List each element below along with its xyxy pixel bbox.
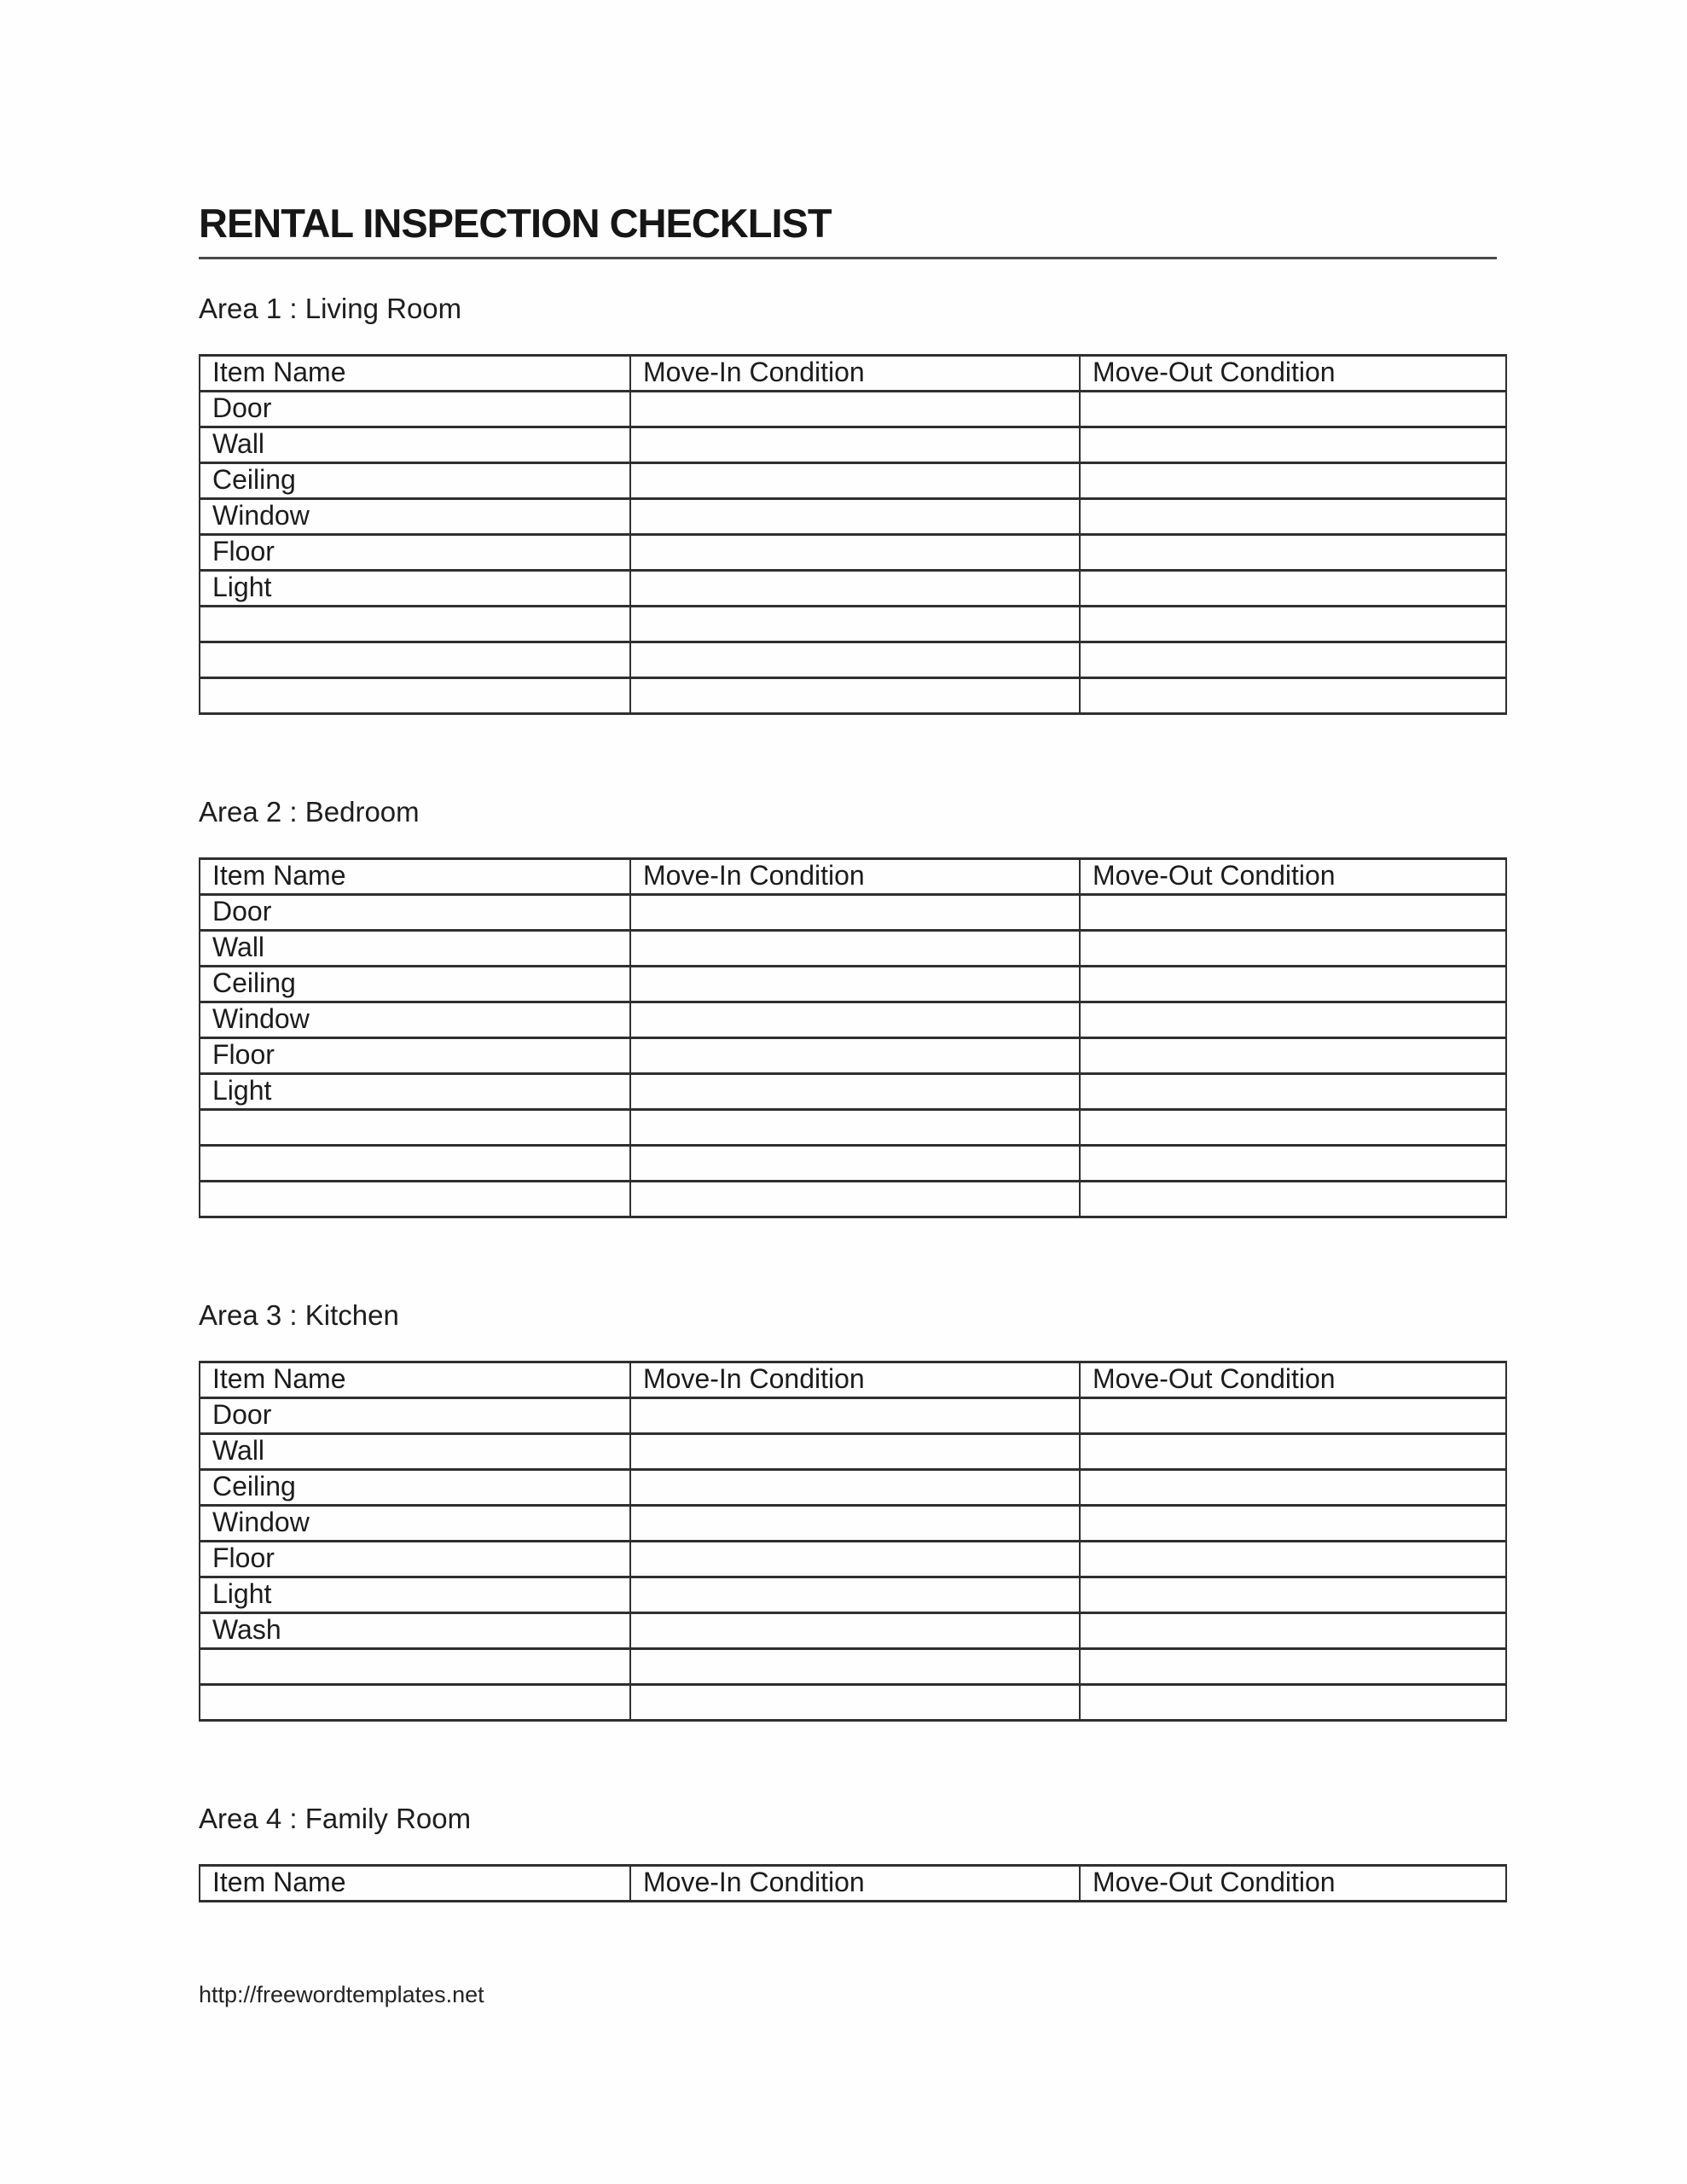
section-heading: Area 4 : Family Room (199, 1803, 472, 1834)
column-header-move-out-condition: Move-Out Condition (1080, 1362, 1506, 1398)
move-out-condition-cell (1080, 678, 1506, 714)
move-out-condition-cell (1080, 1470, 1506, 1506)
section-heading: Area 1 : Living Room (199, 293, 462, 324)
move-out-condition-cell (1080, 1542, 1506, 1577)
item-name-cell (200, 1649, 630, 1685)
inspection-table (199, 1361, 1507, 1722)
column-header-move-out-condition: Move-Out Condition (1080, 356, 1506, 392)
move-in-condition-cell (630, 967, 1080, 1002)
table-row-empty (200, 1182, 1506, 1217)
inspection-table (199, 354, 1507, 715)
column-header-item-name: Item Name (200, 859, 630, 895)
item-name-cell: Ceiling (200, 463, 630, 499)
move-out-condition-cell (1080, 1398, 1506, 1434)
move-out-condition-cell (1080, 1506, 1506, 1542)
table-row-empty (200, 1146, 1506, 1182)
move-out-condition-cell (1080, 1110, 1506, 1146)
move-in-condition-cell (630, 463, 1080, 499)
move-in-condition-cell (630, 1074, 1080, 1110)
move-out-condition-cell (1080, 967, 1506, 1002)
column-header-item-name: Item Name (200, 1362, 630, 1398)
move-out-condition-cell (1080, 642, 1506, 678)
item-name-cell (200, 642, 630, 678)
move-in-condition-cell (630, 642, 1080, 678)
table-row (200, 571, 1506, 607)
move-in-condition-cell (630, 499, 1080, 535)
move-in-condition-cell (630, 607, 1080, 642)
footer-url: http://freewordtemplates.net (199, 1982, 484, 2007)
sections-container (199, 294, 1510, 1902)
move-in-condition-cell (630, 1685, 1080, 1721)
table-row (200, 1434, 1506, 1470)
item-name-cell (200, 607, 630, 642)
move-in-condition-cell (630, 1182, 1080, 1217)
table-row (200, 1577, 1506, 1613)
move-out-condition-cell (1080, 1038, 1506, 1074)
table-row-empty (200, 1649, 1506, 1685)
table-row-empty (200, 607, 1506, 642)
item-name-cell: Light (200, 571, 630, 607)
move-out-condition-cell (1080, 499, 1506, 535)
item-name-cell (200, 1146, 630, 1182)
item-name-cell: Floor (200, 535, 630, 571)
move-in-condition-cell (630, 392, 1080, 427)
move-out-condition-cell (1080, 607, 1506, 642)
section-heading: Area 3 : Kitchen (199, 1299, 399, 1331)
move-in-condition-cell (630, 1470, 1080, 1506)
table-row (200, 427, 1506, 463)
table-row (200, 1002, 1506, 1038)
move-in-condition-cell (630, 1110, 1080, 1146)
item-name-cell: Ceiling (200, 967, 630, 1002)
item-name-cell: Window (200, 1506, 630, 1542)
move-in-condition-cell (630, 1649, 1080, 1685)
move-in-condition-cell (630, 1038, 1080, 1074)
column-header-move-in-condition: Move-In Condition (630, 356, 1080, 392)
column-header-move-in-condition: Move-In Condition (630, 1362, 1080, 1398)
table-row (200, 1038, 1506, 1074)
table-row (200, 1074, 1506, 1110)
item-name-cell: Floor (200, 1542, 630, 1577)
section-area-2-bedroom (199, 798, 1510, 1218)
item-name-cell (200, 1110, 630, 1146)
item-name-cell: Wall (200, 931, 630, 967)
section-area-4-family-room (199, 1804, 1510, 1902)
table-row (200, 499, 1506, 535)
move-out-condition-cell (1080, 571, 1506, 607)
item-name-cell: Floor (200, 1038, 630, 1074)
move-in-condition-cell (630, 1577, 1080, 1613)
move-out-condition-cell (1080, 427, 1506, 463)
move-in-condition-cell (630, 571, 1080, 607)
table-row (200, 895, 1506, 931)
move-in-condition-cell (630, 535, 1080, 571)
move-in-condition-cell (630, 678, 1080, 714)
move-out-condition-cell (1080, 895, 1506, 931)
move-out-condition-cell (1080, 463, 1506, 499)
item-name-cell: Window (200, 499, 630, 535)
section-area-1-living-room (199, 294, 1510, 715)
table-header-row (200, 1866, 1506, 1902)
table-row (200, 1542, 1506, 1577)
move-out-condition-cell (1080, 1002, 1506, 1038)
table-row (200, 967, 1506, 1002)
table-row (200, 463, 1506, 499)
move-in-condition-cell (630, 1542, 1080, 1577)
column-header-move-in-condition: Move-In Condition (630, 859, 1080, 895)
section-area-3-kitchen (199, 1301, 1510, 1722)
table-row (200, 931, 1506, 967)
table-row-empty (200, 642, 1506, 678)
page-title: RENTAL INSPECTION CHECKLIST (199, 200, 832, 246)
move-out-condition-cell (1080, 1434, 1506, 1470)
item-name-cell: Door (200, 392, 630, 427)
table-row-empty (200, 678, 1506, 714)
move-out-condition-cell (1080, 1577, 1506, 1613)
item-name-cell: Door (200, 895, 630, 931)
item-name-cell: Door (200, 1398, 630, 1434)
item-name-cell: Wall (200, 1434, 630, 1470)
move-out-condition-cell (1080, 1649, 1506, 1685)
move-out-condition-cell (1080, 1182, 1506, 1217)
table-row-empty (200, 1110, 1506, 1146)
move-out-condition-cell (1080, 1146, 1506, 1182)
move-in-condition-cell (630, 1434, 1080, 1470)
move-in-condition-cell (630, 1398, 1080, 1434)
item-name-cell: Wash (200, 1613, 630, 1649)
inspection-table (199, 1864, 1507, 1902)
column-header-move-in-condition: Move-In Condition (630, 1866, 1080, 1902)
column-header-move-out-condition: Move-Out Condition (1080, 859, 1506, 895)
item-name-cell: Light (200, 1074, 630, 1110)
move-out-condition-cell (1080, 1685, 1506, 1721)
title-underline (199, 257, 1497, 259)
move-out-condition-cell (1080, 392, 1506, 427)
column-header-item-name: Item Name (200, 1866, 630, 1902)
column-header-move-out-condition: Move-Out Condition (1080, 1866, 1506, 1902)
move-out-condition-cell (1080, 535, 1506, 571)
table-row (200, 1613, 1506, 1649)
table-row (200, 392, 1506, 427)
move-in-condition-cell (630, 895, 1080, 931)
move-in-condition-cell (630, 1506, 1080, 1542)
item-name-cell: Wall (200, 427, 630, 463)
table-row (200, 535, 1506, 571)
inspection-table (199, 857, 1507, 1218)
move-out-condition-cell (1080, 1074, 1506, 1110)
column-header-item-name: Item Name (200, 356, 630, 392)
move-in-condition-cell (630, 1613, 1080, 1649)
item-name-cell (200, 678, 630, 714)
item-name-cell (200, 1685, 630, 1721)
item-name-cell: Window (200, 1002, 630, 1038)
table-row (200, 1398, 1506, 1434)
table-header-row (200, 1362, 1506, 1398)
move-in-condition-cell (630, 931, 1080, 967)
move-in-condition-cell (630, 1146, 1080, 1182)
table-header-row (200, 859, 1506, 895)
section-heading: Area 2 : Bedroom (199, 796, 420, 828)
table-row-empty (200, 1685, 1506, 1721)
move-in-condition-cell (630, 1002, 1080, 1038)
move-in-condition-cell (630, 427, 1080, 463)
table-row (200, 1506, 1506, 1542)
move-out-condition-cell (1080, 931, 1506, 967)
table-row (200, 1470, 1506, 1506)
item-name-cell (200, 1182, 630, 1217)
item-name-cell: Ceiling (200, 1470, 630, 1506)
move-out-condition-cell (1080, 1613, 1506, 1649)
table-header-row (200, 356, 1506, 392)
item-name-cell: Light (200, 1577, 630, 1613)
